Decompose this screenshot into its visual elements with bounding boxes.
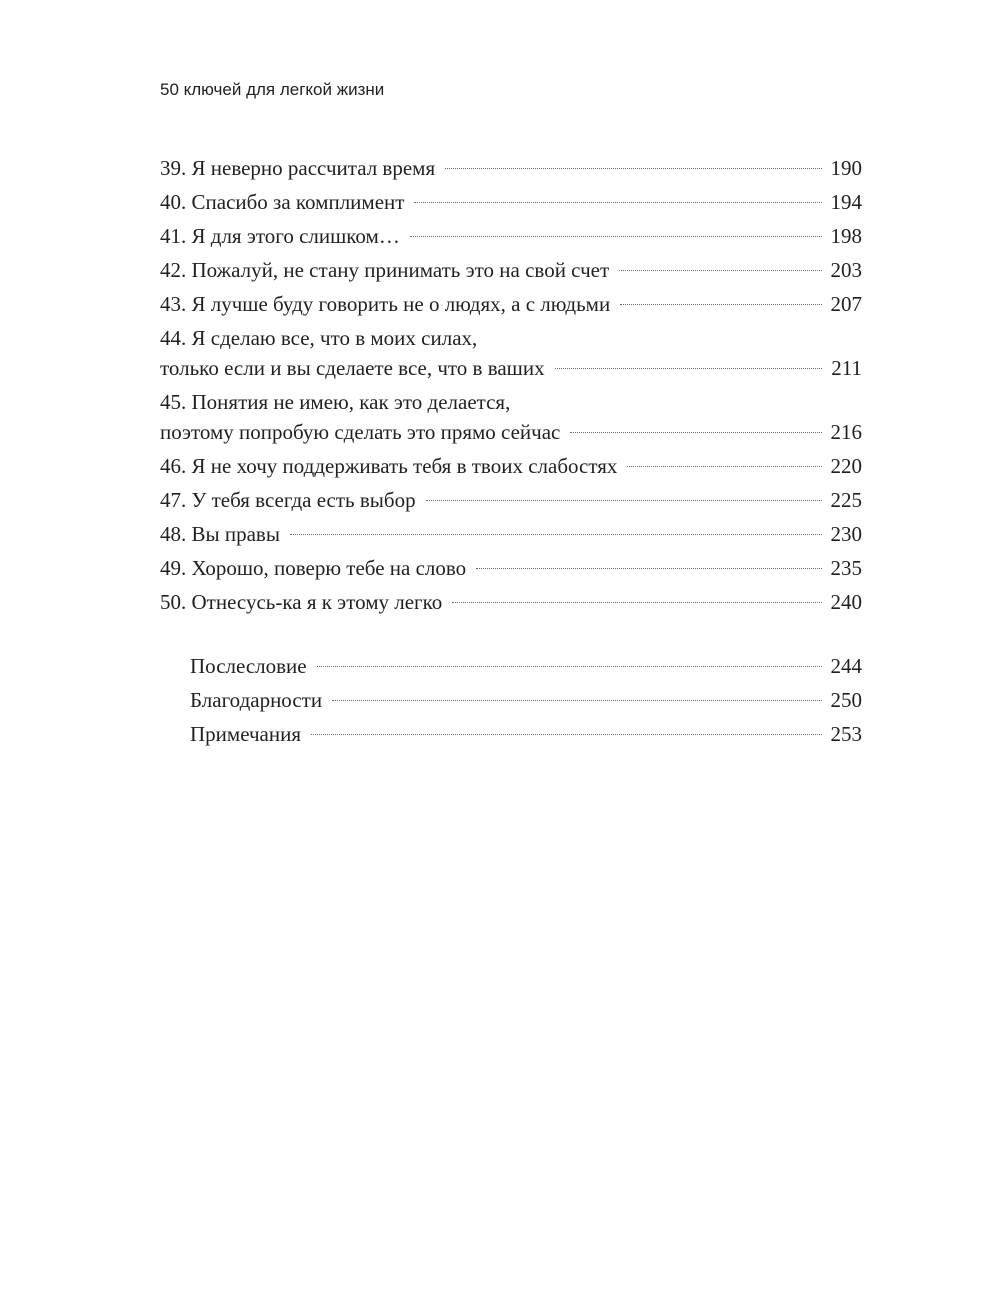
toc-entry[interactable] [160,485,862,515]
dot-leader [290,534,822,535]
toc-entry[interactable] [160,153,862,183]
dot-leader [452,602,822,603]
toc-entry-title: 40. Спасибо за комплимент [160,190,405,214]
dot-leader [627,466,822,467]
toc-page-number: 250 [830,688,862,712]
toc-entry-title: 43. Я лучше буду говорить не о людях, а с людьми [160,292,611,316]
toc-page-number: 198 [830,224,862,248]
dot-leader [426,500,822,501]
dot-leader [619,270,822,271]
dot-leader [410,236,822,237]
toc-page-number: 220 [830,454,862,478]
dot-leader [414,202,822,203]
toc-entry-title: 46. Я не хочу поддерживать тебя в твоих слабостях [160,454,618,478]
toc-entry-title: Послесловие [190,654,307,678]
toc-entry-title: Примечания [190,722,302,746]
toc-page-number: 207 [830,292,862,316]
toc-entry-title: 49. Хорошо, поверю тебе на слово [160,556,467,580]
table-of-contents [160,153,862,753]
toc-entry-title: 50. Отнесусь-ка я к этому легко [160,590,443,614]
toc-entry-acknowledgements[interactable] [160,685,862,715]
toc-page-number: 216 [830,420,862,444]
toc-entry[interactable] [160,519,862,549]
dot-leader [445,168,822,169]
dot-leader [332,700,822,701]
toc-entry[interactable] [160,323,862,383]
running-header: 50 ключей для легкой жизни [160,80,385,99]
toc-entry-title: 48. Вы правы [160,522,280,546]
toc-page-number: 230 [830,522,862,546]
toc-entry-title-line: 45. Понятия не имею, как это делается, [160,390,511,414]
toc-entry-title-line: поэтому попробую сделать это прямо сейчас [160,420,561,444]
toc-entry[interactable] [160,387,862,447]
toc-page-number: 225 [830,488,862,512]
toc-page-number: 194 [830,190,862,214]
toc-entry-title: 41. Я для этого слишком… [160,224,400,248]
toc-entry-afterword[interactable] [160,651,862,681]
toc-page-number: 211 [831,356,862,380]
toc-page-number: 235 [830,556,862,580]
toc-page-number: 244 [830,654,862,678]
dot-leader [620,304,822,305]
toc-entry[interactable] [160,553,862,583]
toc-page-number: 190 [830,156,862,180]
toc-entry[interactable] [160,451,862,481]
toc-entry-title: Благодарности [190,688,323,712]
toc-entry-title-line: 44. Я сделаю все, что в моих силах, [160,326,478,350]
toc-page-number: 253 [830,722,862,746]
toc-entry-title-line: только если и вы сделаете все, что в ваших [160,356,545,380]
toc-entry-title: 39. Я неверно рассчитал время [160,156,436,180]
dot-leader [311,734,822,735]
toc-entry-notes[interactable] [160,719,862,749]
dot-leader [555,368,822,369]
dot-leader [317,666,822,667]
toc-entry-title: 42. Пожалуй, не стану принимать это на свой счет [160,258,610,282]
toc-page-number: 203 [830,258,862,282]
dot-leader [476,568,822,569]
toc-entry[interactable] [160,187,862,217]
toc-entry[interactable] [160,587,862,617]
toc-page-number: 240 [830,590,862,614]
toc-entry-title: 47. У тебя всегда есть выбор [160,488,416,512]
toc-entry[interactable] [160,289,862,319]
toc-entry[interactable] [160,255,862,285]
dot-leader [570,432,822,433]
toc-entry[interactable] [160,221,862,251]
